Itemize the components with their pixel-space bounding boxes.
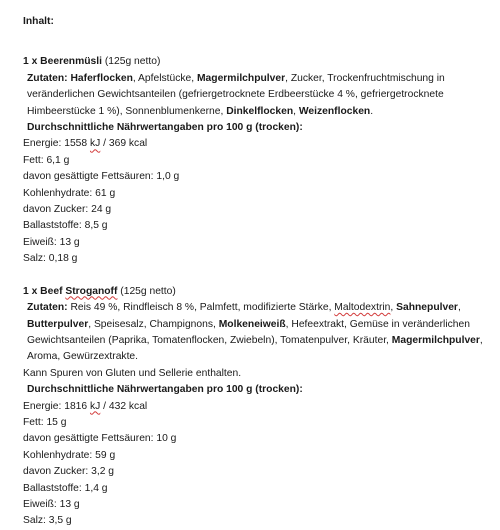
nutrition-sugar: davon Zucker: 24 g: [23, 204, 112, 216]
ingredients-paragraph: [23, 300, 490, 366]
nutrition-heading: [23, 120, 490, 136]
product-title-bold: 1 x Beerenmüsli: [23, 56, 102, 68]
energy-kcal: / 369 kcal: [100, 138, 148, 150]
product-beef-stroganoff: [23, 284, 490, 530]
product-title-bold: 1 x Beef: [23, 285, 66, 297]
ingredient-text-run: Reis 49 %, Rindfleisch 8 %, Palmfett, modifizierte Stärke,: [67, 302, 335, 314]
energy-kcal: / 432 kcal: [100, 400, 148, 412]
nutrition-energy: [23, 399, 490, 415]
nutrition-fiber: Ballaststoffe: 1,4 g: [23, 482, 108, 494]
ingredient-allergen: Sahnepulver: [396, 302, 458, 314]
ingredient-text-run: ,: [390, 302, 397, 314]
energy-label: Energie: 1816: [23, 400, 90, 412]
section-gap: [23, 268, 490, 284]
ingredient-allergen: Weizenflocken: [298, 105, 371, 117]
ingredients-label: Zutaten:: [27, 72, 68, 84]
ingredient-allergen: Dinkelflocken: [226, 105, 294, 117]
ingredient-allergen: Magermilchpulver: [196, 72, 286, 84]
nutrition-saturated-fat: davon gesättigte Fettsäuren: 10 g: [23, 433, 177, 445]
nutrition-carbohydrates: Kohlenhydrate: 59 g: [23, 449, 116, 461]
ingredients-text: [27, 73, 445, 117]
nutrition-protein: Eiweiß: 13 g: [23, 498, 80, 510]
ingredient-text-run: , Aroma, Gewürzextrakte.: [27, 334, 483, 363]
ingredient-text-run: ,: [457, 302, 461, 314]
product-title: [23, 284, 490, 300]
nutrition-energy: [23, 136, 490, 152]
ingredient-text-run: , Speisesalz, Champignons,: [88, 318, 219, 330]
product-title: [23, 54, 490, 70]
ingredient-text-run: ,: [293, 105, 299, 117]
ingredients-paragraph: [23, 71, 490, 120]
energy-label: Energie: 1558: [23, 138, 90, 150]
nutrition-sugar: davon Zucker: 3,2 g: [23, 466, 115, 478]
ingredient-text-run: , Zucker, Trockenfruchtmischung in veränderlichen Gewichtsanteilen (gefriergetrocknete Erdbeerstücke 4 %, gefriergetrocknete Himbeerstücke 1 %), Sonnenblumenkerne,: [27, 72, 445, 117]
nutrition-protein: Eiweiß: 13 g: [23, 236, 80, 248]
ingredient-allergen: Molkeneiweiß: [218, 318, 286, 330]
ingredients-label: Zutaten:: [27, 302, 68, 314]
product-title-stroganoff: Stroganoff: [65, 285, 118, 297]
ingredient-allergen: Magermilchpulver: [391, 334, 480, 346]
nutrition-heading-text: Durchschnittliche Nährwertangaben pro 100 g (trocken):: [27, 384, 303, 396]
product-title-weight: (125g netto): [101, 56, 161, 68]
nutrition-carbohydrates: Kohlenhydrate: 61 g: [23, 187, 116, 199]
ingredient-text-run: Maltodextrin: [334, 302, 391, 314]
nutrition-fiber: Ballaststoffe: 8,5 g: [23, 220, 108, 232]
allergen-trace-note: Kann Spuren von Gluten und Sellerie enthalten.: [23, 367, 242, 379]
nutrition-fat: Fett: 6,1 g: [23, 154, 70, 166]
nutrition-fat: Fett: 15 g: [23, 416, 67, 428]
energy-kj: kJ: [89, 138, 101, 150]
nutrition-salt: Salz: 3,5 g: [23, 515, 72, 527]
energy-kj: kJ: [89, 400, 101, 412]
nutrition-saturated-fat: davon gesättigte Fettsäuren: 1,0 g: [23, 171, 180, 183]
ingredient-allergen: Butterpulver: [27, 318, 89, 330]
product-title-weight: (125g netto): [117, 285, 176, 297]
ingredient-allergen: Haferflocken: [70, 72, 133, 84]
nutrition-heading-text: Durchschnittliche Nährwertangaben pro 100 g (trocken):: [27, 122, 303, 134]
nutrition-heading: [23, 382, 490, 398]
ingredients-text: [27, 302, 483, 362]
document-heading: Inhalt:: [23, 16, 54, 27]
nutrition-salt: Salz: 0,18 g: [23, 253, 78, 265]
ingredient-text-run: .: [370, 105, 374, 117]
product-beerenmuesli: [23, 54, 490, 267]
ingredient-text-run: , Hefeextrakt, Gemüse in veränderlichen Gewichtsanteilen (Paprika, Tomatenflocken, Zwiebeln), Tomatenpulver, Kräuter,: [27, 318, 470, 346]
ingredient-text-run: , Apfelstücke,: [132, 72, 197, 84]
